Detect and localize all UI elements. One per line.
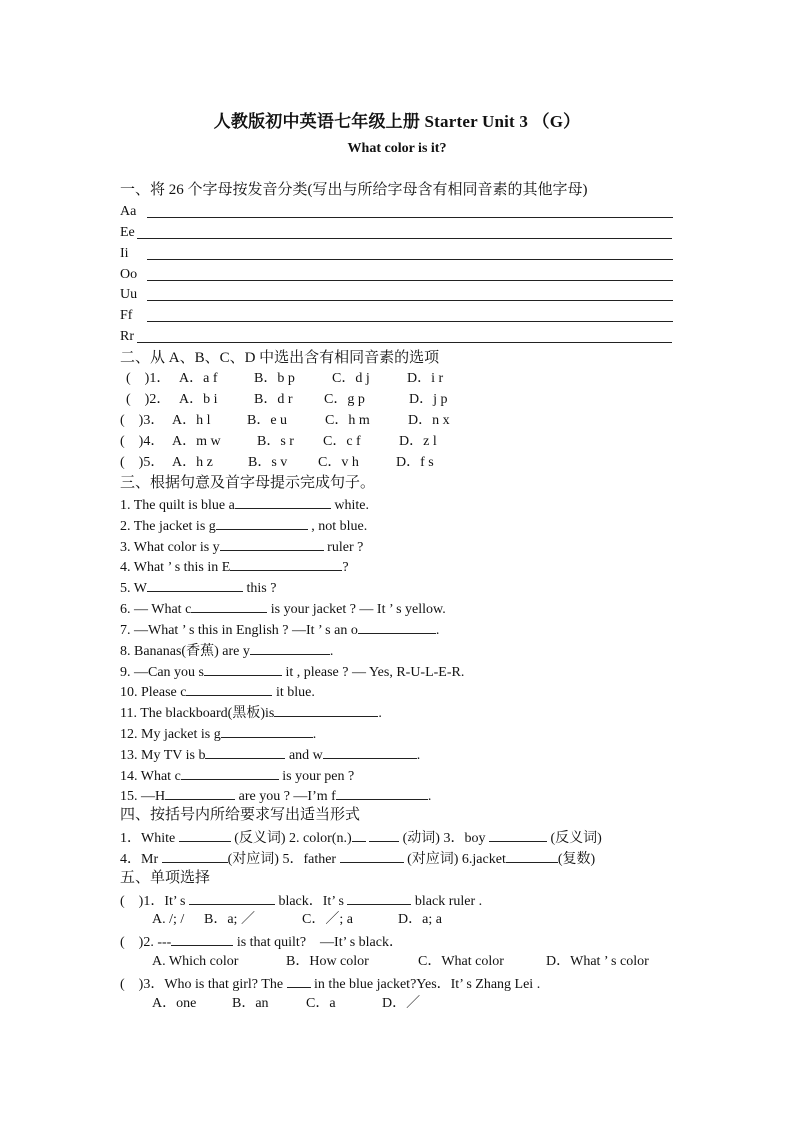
option-d: D．j p [409,392,448,407]
sentence-text: and w [285,748,323,763]
sentence-text: is your pen ? [278,769,355,784]
sentence-text: . [312,727,317,742]
sentence-text: 6. — What c [120,602,192,617]
letter-row-label: Rr [120,329,134,344]
word-text: (复数) [557,852,596,867]
item-number: ( )3． [120,413,165,428]
question-text: ( )1．It’ s [120,894,186,909]
sentence-item [120,641,333,661]
phonics-item [120,433,437,451]
option-c: C．c f [323,434,361,449]
option-a: A．one [152,996,197,1011]
word-text: (动词) 3．boy [402,831,486,846]
answer-blank[interactable] [369,828,399,842]
option-c: C．g p [324,392,365,407]
option-b: B．a; ／ [204,912,255,927]
sentence-text: it , please ? — Yes, R-U-L-E-R. [282,665,465,680]
sentence-item [120,620,439,640]
sentence-text: 5. W [120,581,147,596]
page-title: 人教版初中英语七年级上册 Starter Unit 3 （G） [213,112,581,131]
letter-row-label: Ii [120,246,129,261]
sentence-text: . [416,748,421,763]
option-d: D．a; a [398,912,442,927]
answer-blank[interactable] [204,662,282,676]
letter-row-label: Oo [120,267,138,282]
section1-heading: 一、将 26 个字母按发音分类(写出与所给字母含有相同音素的其他字母) [120,182,588,198]
sentence-text: , not blue. [307,519,368,534]
choice-question [120,891,482,911]
letter-row-label: Ff [120,308,133,323]
option-a: A．a f [179,371,218,386]
option-a: A．m w [172,434,221,449]
option-d: D．f s [396,455,434,470]
sentence-text: 10. Please c [120,685,187,700]
sentence-item [120,662,464,682]
answer-blank[interactable] [506,849,558,863]
option-c: C．d j [332,371,370,386]
choice-question [120,932,403,952]
answer-blank[interactable] [162,849,228,863]
answer-blank[interactable] [323,745,417,759]
answer-line [147,217,673,218]
sentence-text: . [435,623,440,638]
answer-line [147,321,673,322]
answer-blank[interactable] [230,557,342,571]
sentence-text: 12. My jacket is g [120,727,221,742]
question-text: in the blue jacket?Yes．It’ s Zhang Lei . [310,977,541,992]
sentence-text: is your jacket ? — It ’ s yellow. [267,602,446,617]
answer-blank[interactable] [274,703,378,717]
sentence-item [120,682,315,702]
question-text: is that quilt? —It’ s black． [233,935,403,950]
question-text: ( )3．Who is that girl? The [120,977,284,992]
word-text: (对应词) 6.jacket [407,852,506,867]
answer-blank[interactable] [352,828,366,842]
sentence-text: 11. The blackboard(黑板)is [120,706,275,721]
option-a: A. /; / [152,912,185,927]
phonics-item [120,412,450,430]
sentence-text: 2. The jacket is g [120,519,216,534]
answer-blank[interactable] [181,766,279,780]
question-text: ( )2. --- [120,935,172,950]
sentence-item [120,537,363,557]
phonics-item [120,454,434,472]
option-b: B．d r [254,392,293,407]
sentence-text: 15. —H [120,789,166,804]
sentence-item [120,557,349,577]
option-c: C．h m [325,413,370,428]
answer-blank[interactable] [221,724,313,738]
page-subtitle: What color is it? [347,141,447,156]
word-text: (反义词) [550,831,602,846]
option-d: D．／ [382,996,421,1011]
option-d: D．i r [407,371,444,386]
choice-options [152,911,442,929]
answer-blank[interactable] [489,828,547,842]
answer-blank[interactable] [358,620,436,634]
sentence-text: ruler ? [323,540,364,555]
answer-blank[interactable] [287,974,311,988]
word-text: 4．Mr [120,852,159,867]
option-a: A．h z [172,455,213,470]
option-c: C．／; a [302,912,353,927]
sentence-text: . [378,706,382,721]
sentence-item [120,495,369,515]
section4-heading: 四、按括号内所给要求写出适当形式 [120,807,361,823]
choice-question [120,974,540,994]
choice-options [152,995,421,1013]
item-number: ( )4． [120,434,165,449]
answer-blank[interactable] [179,828,231,842]
sentence-item [120,786,431,806]
answer-line [137,342,672,343]
question-text: black ruler . [411,894,483,909]
sentence-text: this ? [242,581,277,596]
option-b: B．s v [248,455,288,470]
option-a: A．b i [179,392,218,407]
answer-blank[interactable] [220,537,324,551]
letter-row-label: Ee [120,225,135,240]
sentence-item [120,766,354,786]
sentence-text: it blue. [272,685,315,700]
sentence-text: 7. —What ’ s this in English ? —It ’ s an o [120,623,358,638]
answer-line [147,280,673,281]
sentence-text: . [427,789,432,804]
sentence-text: ? [342,560,349,575]
word-text: (对应词) 5．father [227,852,337,867]
option-b: B．s r [257,434,294,449]
answer-blank[interactable] [147,578,243,592]
sentence-item [120,516,367,536]
sentence-text: 14. What c [120,769,181,784]
option-c: C．a [306,996,336,1011]
sentence-item [120,578,276,598]
sentence-item [120,599,446,619]
option-c: C．What color [418,954,504,969]
question-text: black．It’ s [274,894,344,909]
answer-line [147,300,673,301]
choice-options [152,953,649,971]
option-a: A．h l [172,413,211,428]
word-form-line [120,828,602,848]
answer-blank[interactable] [340,849,404,863]
sentence-text: 13. My TV is b [120,748,206,763]
phonics-item [126,391,448,409]
sentence-item [120,724,316,744]
section5-heading: 五、单项选择 [120,870,211,886]
answer-blank[interactable] [250,641,330,655]
answer-blank[interactable] [165,786,235,800]
word-text: 1．White [120,831,176,846]
option-a: A. Which color [152,954,239,969]
word-form-line [120,849,595,869]
option-d: D．z l [399,434,437,449]
option-d: D．n x [408,413,450,428]
answer-line [137,238,672,239]
word-text: (反义词) 2. color(n.) [234,831,352,846]
answer-blank[interactable] [216,516,308,530]
sentence-text: are you ? —I’m f [235,789,336,804]
option-b: B．How color [286,954,369,969]
item-number: ( )5． [120,455,165,470]
section2-heading: 二、从 A、B、C、D 中选出含有相同音素的选项 [120,350,440,366]
sentence-text: 9. —Can you s [120,665,204,680]
answer-blank[interactable] [205,745,285,759]
phonics-item [126,370,444,388]
sentence-text: 8. Bananas(香蕉) are y [120,644,250,659]
sentence-item [120,703,382,723]
item-number: ( )2． [126,392,171,407]
answer-blank[interactable] [191,599,267,613]
answer-blank[interactable] [171,932,233,946]
option-c: C．v h [318,455,359,470]
letter-row-label: Aa [120,204,137,219]
section3-heading: 三、根据句意及首字母提示完成句子。 [120,475,376,491]
item-number: ( )1． [126,371,171,386]
sentence-item [120,745,420,765]
option-b: B．an [232,996,269,1011]
answer-blank[interactable] [186,682,272,696]
answer-blank[interactable] [189,891,275,905]
sentence-text: . [329,644,334,659]
answer-line [147,259,673,260]
sentence-text: 1. The quilt is blue a [120,498,235,513]
answer-blank[interactable] [347,891,411,905]
answer-blank[interactable] [235,495,331,509]
sentence-text: 3. What color is y [120,540,220,555]
sentence-text: 4. What ’ s this in E [120,560,231,575]
sentence-text: white. [330,498,369,513]
option-d: D．What ’ s color [546,954,649,969]
letter-row-label: Uu [120,287,138,302]
option-b: B．e u [247,413,288,428]
option-b: B．b p [254,371,295,386]
answer-blank[interactable] [336,786,428,800]
